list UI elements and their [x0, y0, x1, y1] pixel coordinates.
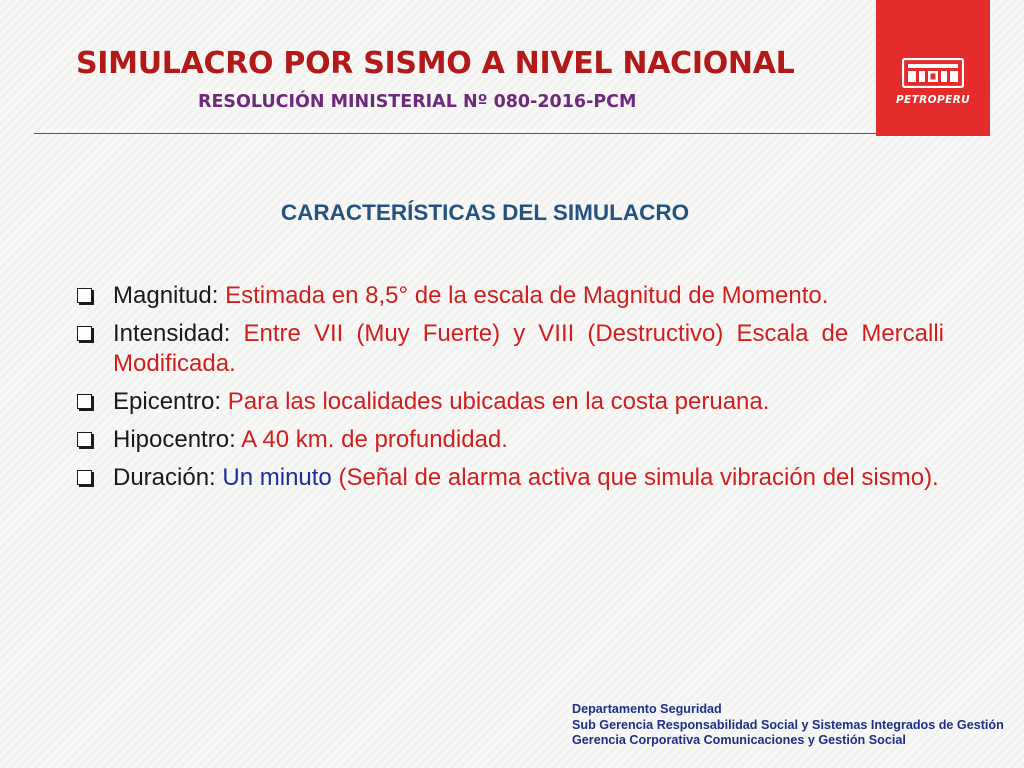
- characteristics-list: [76, 281, 944, 501]
- item-value: (Señal de alarma activa que simula vibración del sismo).: [338, 464, 939, 491]
- footer-line-subgerencia: Sub Gerencia Responsabilidad Social y Sistemas Integrados de Gestión: [572, 717, 1004, 732]
- footer-credits: [572, 702, 1022, 749]
- checkbox-bullet-icon: [77, 326, 92, 341]
- header-divider: [34, 133, 876, 134]
- list-item-duracion: [76, 463, 944, 493]
- list-item-hipocentro: [76, 425, 944, 455]
- petroperu-logo: [876, 0, 990, 136]
- checkbox-bullet-icon: [77, 432, 92, 447]
- checkbox-bullet-icon: [77, 394, 92, 409]
- item-value: A 40 km. de profundidad.: [241, 426, 508, 453]
- item-label: Magnitud:: [113, 282, 219, 309]
- item-value: Para las localidades ubicadas en la costa peruana.: [227, 388, 770, 415]
- section-heading: CARACTERÍSTICAS DEL SIMULACRO: [280, 200, 690, 225]
- item-value: Estimada en 8,5° de la escala de Magnitud de Momento.: [225, 282, 829, 309]
- list-item-intensidad: [76, 319, 944, 379]
- item-label: Epicentro:: [113, 388, 222, 415]
- footer-line-gerencia: Gerencia Corporativa Comunicaciones y Gestión Social: [572, 733, 906, 747]
- checkbox-bullet-icon: [77, 470, 92, 485]
- list-item-magnitud: [76, 281, 944, 311]
- slide-title: SIMULACRO POR SISMO A NIVEL NACIONAL: [76, 46, 795, 81]
- petroperu-logo-icon: [902, 58, 964, 88]
- item-label: Duración:: [113, 464, 216, 491]
- item-value-highlight: Un minuto: [222, 464, 332, 491]
- footer-line-department: Departamento Seguridad: [572, 702, 722, 716]
- item-label: Hipocentro:: [113, 426, 236, 453]
- checkbox-bullet-icon: [77, 288, 92, 303]
- logo-text: PETROPERU: [895, 94, 971, 106]
- item-label: Intensidad:: [113, 320, 231, 347]
- list-item-epicentro: [76, 387, 944, 417]
- slide-subtitle: RESOLUCIÓN MINISTERIAL Nº 080-2016-PCM: [198, 92, 637, 112]
- item-value: Entre VII (Muy Fuerte) y VIII (Destructivo) Escala de Mercalli Modificada.: [113, 320, 944, 377]
